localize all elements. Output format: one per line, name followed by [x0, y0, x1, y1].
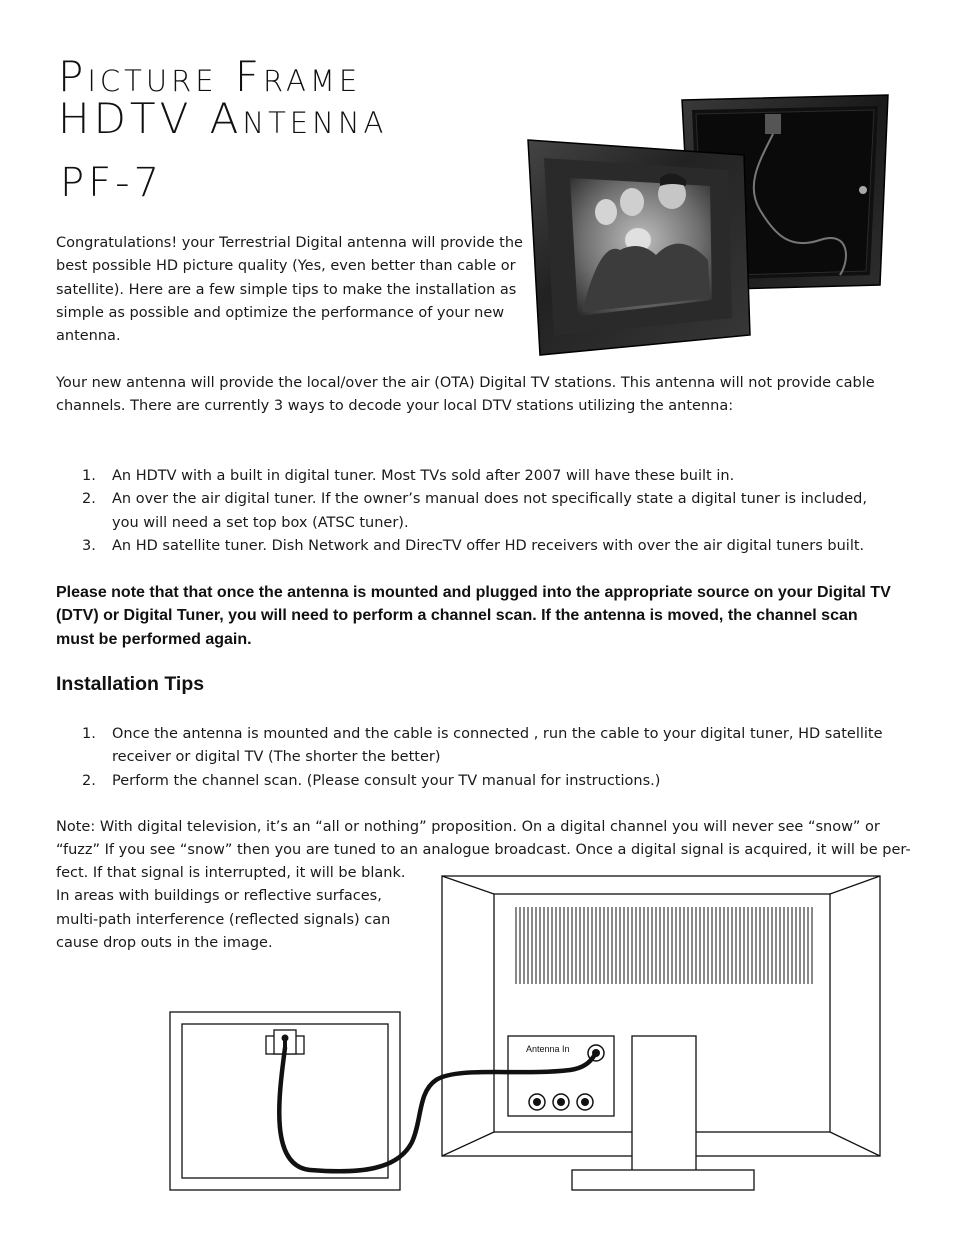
input-panel [508, 1036, 614, 1116]
av-jack-icon [529, 1094, 545, 1110]
intro-paragraph: Congratulations! your Terrestrial Digital antenna will provide the best possible HD picture quality (Yes, even better than cable or satellite). Here are a few simple tips to make the installation as simple as possible and optimize the performance of your new antenna. [56, 235, 523, 345]
title-line-2: HDTV Antenna [58, 94, 388, 143]
list-item: 2. Perform the channel scan. (Please consult your TV manual for instructions.) [82, 772, 661, 789]
channel-scan-note: Please note that that once the antenna is mounted and plugged into the appropriate source on your Digital TV (DTV) or Digital Tuner, you will need to perform a channel scan. If the antenna is moved, the channel scan must be performed again. [56, 584, 891, 648]
digital-note-line: fect. If that signal is interrupted, it will be blank. [56, 865, 406, 881]
digital-note-line: “fuzz” If you see “snow” then you are tuned to an analogue broadcast. Once a digital signal is acquired, it will be per- [56, 842, 911, 858]
av-jack-icon [577, 1094, 593, 1110]
digital-note-line: Note: With digital television, it’s an “all or nothing” proposition. On a digital channel you will never see “snow” or [56, 819, 880, 835]
installation-tips-heading: Installation Tips [56, 673, 205, 695]
page-title [58, 52, 388, 143]
decode-options-list [56, 465, 891, 558]
frame-front [528, 140, 750, 355]
list-item: 2. An over the air digital tuner. If the owner’s manual does not specifically state a digital tuner is included, you will need a set top box (ATSC tuner). [82, 491, 867, 531]
vent-grille [516, 907, 812, 984]
list-item: 3. An HD satellite tuner. Dish Network and DirecTV offer HD receivers with over the air digital tuners built. [82, 537, 865, 554]
av-jack-icon [553, 1094, 569, 1110]
digital-note-line: cause drop outs in the image. [56, 935, 273, 951]
title-line-1: Picture Frame [58, 52, 362, 101]
digital-note-line: In areas with buildings or reflective surfaces, [56, 888, 382, 904]
digital-note-line: multi-path interference (reflected signals) can [56, 912, 391, 928]
installation-diagram [160, 870, 890, 1195]
list-item: 1. Once the antenna is mounted and the cable is connected , run the cable to your digital tuner, HD satellite receiver or digital TV (The shorter the better) [82, 726, 883, 766]
ota-paragraph: Your new antenna will provide the local/over the air (OTA) Digital TV stations. This antenna will not provide cable channels. There are currently 3 ways to decode your local DTV stations utilizing the antenna: [56, 375, 875, 415]
product-photo [520, 90, 900, 365]
model-number: PF-7 [60, 160, 164, 206]
list-item: 1. An HDTV with a built in digital tuner. Most TVs sold after 2007 will have these built in. [82, 468, 735, 484]
installation-tips-list [56, 723, 891, 793]
antenna-in-label: Antenna In [526, 1044, 570, 1054]
